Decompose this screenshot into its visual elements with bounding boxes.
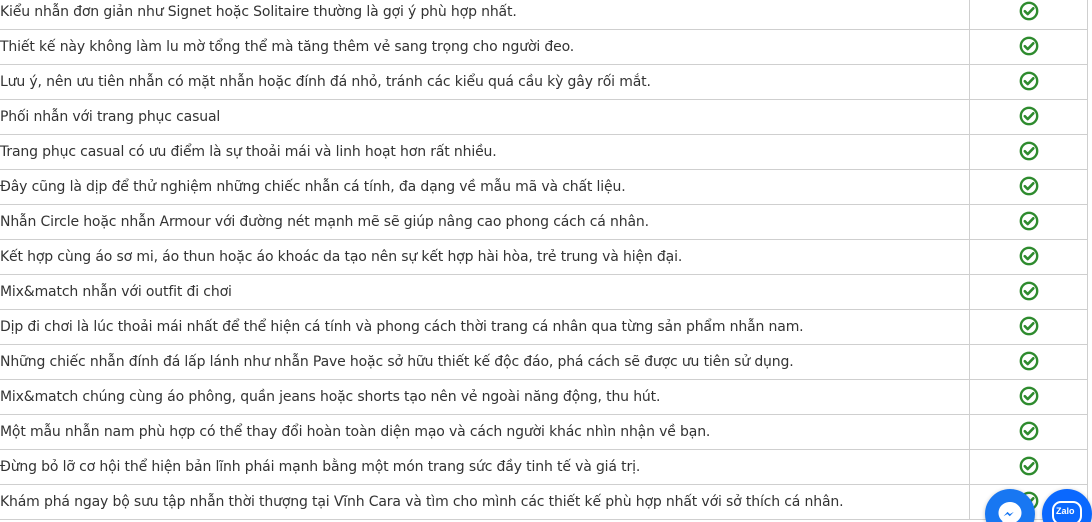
row-check-cell	[970, 415, 1088, 450]
check-circle-icon	[1019, 386, 1039, 406]
row-text: Đây cũng là dịp để thử nghiệm những chiếc nhẫn cá tính, đa dạng về mẫu mã và chất liệu.	[0, 170, 970, 205]
check-circle-icon	[1019, 176, 1039, 196]
table-row	[0, 205, 1088, 240]
row-text: Đừng bỏ lỡ cơ hội thể hiện bản lĩnh phái mạnh bằng một món trang sức đầy tinh tế và giá trị.	[0, 450, 970, 485]
check-circle-icon	[1019, 106, 1039, 126]
check-circle-icon	[1019, 246, 1039, 266]
row-check-cell	[970, 275, 1088, 310]
row-text: Trang phục casual có ưu điểm là sự thoải mái và linh hoạt hơn rất nhiều.	[0, 135, 970, 170]
check-circle-icon	[1019, 141, 1039, 161]
row-check-cell	[970, 205, 1088, 240]
check-circle-icon	[1019, 316, 1039, 336]
row-text: Thiết kế này không làm lu mờ tổng thể mà tăng thêm vẻ sang trọng cho người đeo.	[0, 30, 970, 65]
row-text: Lưu ý, nên ưu tiên nhẫn có mặt nhẫn hoặc đính đá nhỏ, tránh các kiểu quá cầu kỳ gây rối mắt.	[0, 65, 970, 100]
check-circle-icon	[1019, 351, 1039, 371]
row-text: Dịp đi chơi là lúc thoải mái nhất để thể hiện cá tính và phong cách thời trang cá nhân qua từng sản phẩm nhẫn nam.	[0, 310, 970, 345]
check-circle-icon	[1019, 71, 1039, 91]
row-check-cell	[970, 380, 1088, 415]
table-row	[0, 100, 1088, 135]
row-check-cell	[970, 240, 1088, 275]
row-text: Kiểu nhẫn đơn giản như Signet hoặc Solitaire thường là gợi ý phù hợp nhất.	[0, 0, 970, 30]
row-check-cell	[970, 170, 1088, 205]
row-text: Những chiếc nhẫn đính đá lấp lánh như nhẫn Pave hoặc sở hữu thiết kế độc đáo, phá cách sẽ được ưu tiên sử dụng.	[0, 345, 970, 380]
table-row	[0, 30, 1088, 65]
row-check-cell	[970, 450, 1088, 485]
row-check-cell	[970, 65, 1088, 100]
table-row	[0, 65, 1088, 100]
table-row	[0, 345, 1088, 380]
table-row	[0, 0, 1088, 30]
check-circle-icon	[1019, 211, 1039, 231]
table-row	[0, 135, 1088, 170]
row-check-cell	[970, 30, 1088, 65]
row-text: Một mẫu nhẫn nam phù hợp có thể thay đổi hoàn toàn diện mạo và cách người khác nhìn nhận về bạn.	[0, 415, 970, 450]
table-row	[0, 310, 1088, 345]
row-check-cell	[970, 135, 1088, 170]
table-row	[0, 380, 1088, 415]
table-row	[0, 170, 1088, 205]
table-row	[0, 485, 1088, 520]
row-check-cell	[970, 0, 1088, 30]
table-row	[0, 450, 1088, 485]
check-circle-icon	[1019, 1, 1039, 21]
row-text: Phối nhẫn với trang phục casual	[0, 100, 970, 135]
check-circle-icon	[1019, 456, 1039, 476]
row-text: Nhẫn Circle hoặc nhẫn Armour với đường nét mạnh mẽ sẽ giúp nâng cao phong cách cá nhân.	[0, 205, 970, 240]
table-row	[0, 240, 1088, 275]
check-circle-icon	[1019, 421, 1039, 441]
row-check-cell	[970, 100, 1088, 135]
row-text: Mix&match chúng cùng áo phông, quần jeans hoặc shorts tạo nên vẻ ngoài năng động, thu hút.	[0, 380, 970, 415]
check-circle-icon	[1019, 36, 1039, 56]
row-check-cell	[970, 345, 1088, 380]
zalo-label: Zalo	[1056, 506, 1075, 516]
check-circle-icon	[1019, 281, 1039, 301]
table-row	[0, 275, 1088, 310]
table-row	[0, 415, 1088, 450]
row-text: Mix&match nhẫn với outfit đi chơi	[0, 275, 970, 310]
row-text: Kết hợp cùng áo sơ mi, áo thun hoặc áo khoác da tạo nên sự kết hợp hài hòa, trẻ trung và hiện đại.	[0, 240, 970, 275]
row-text: Khám phá ngay bộ sưu tập nhẫn thời thượng tại Vĩnh Cara và tìm cho mình các thiết kế phù hợp nhất với sở thích cá nhân.	[0, 485, 970, 520]
row-check-cell	[970, 310, 1088, 345]
